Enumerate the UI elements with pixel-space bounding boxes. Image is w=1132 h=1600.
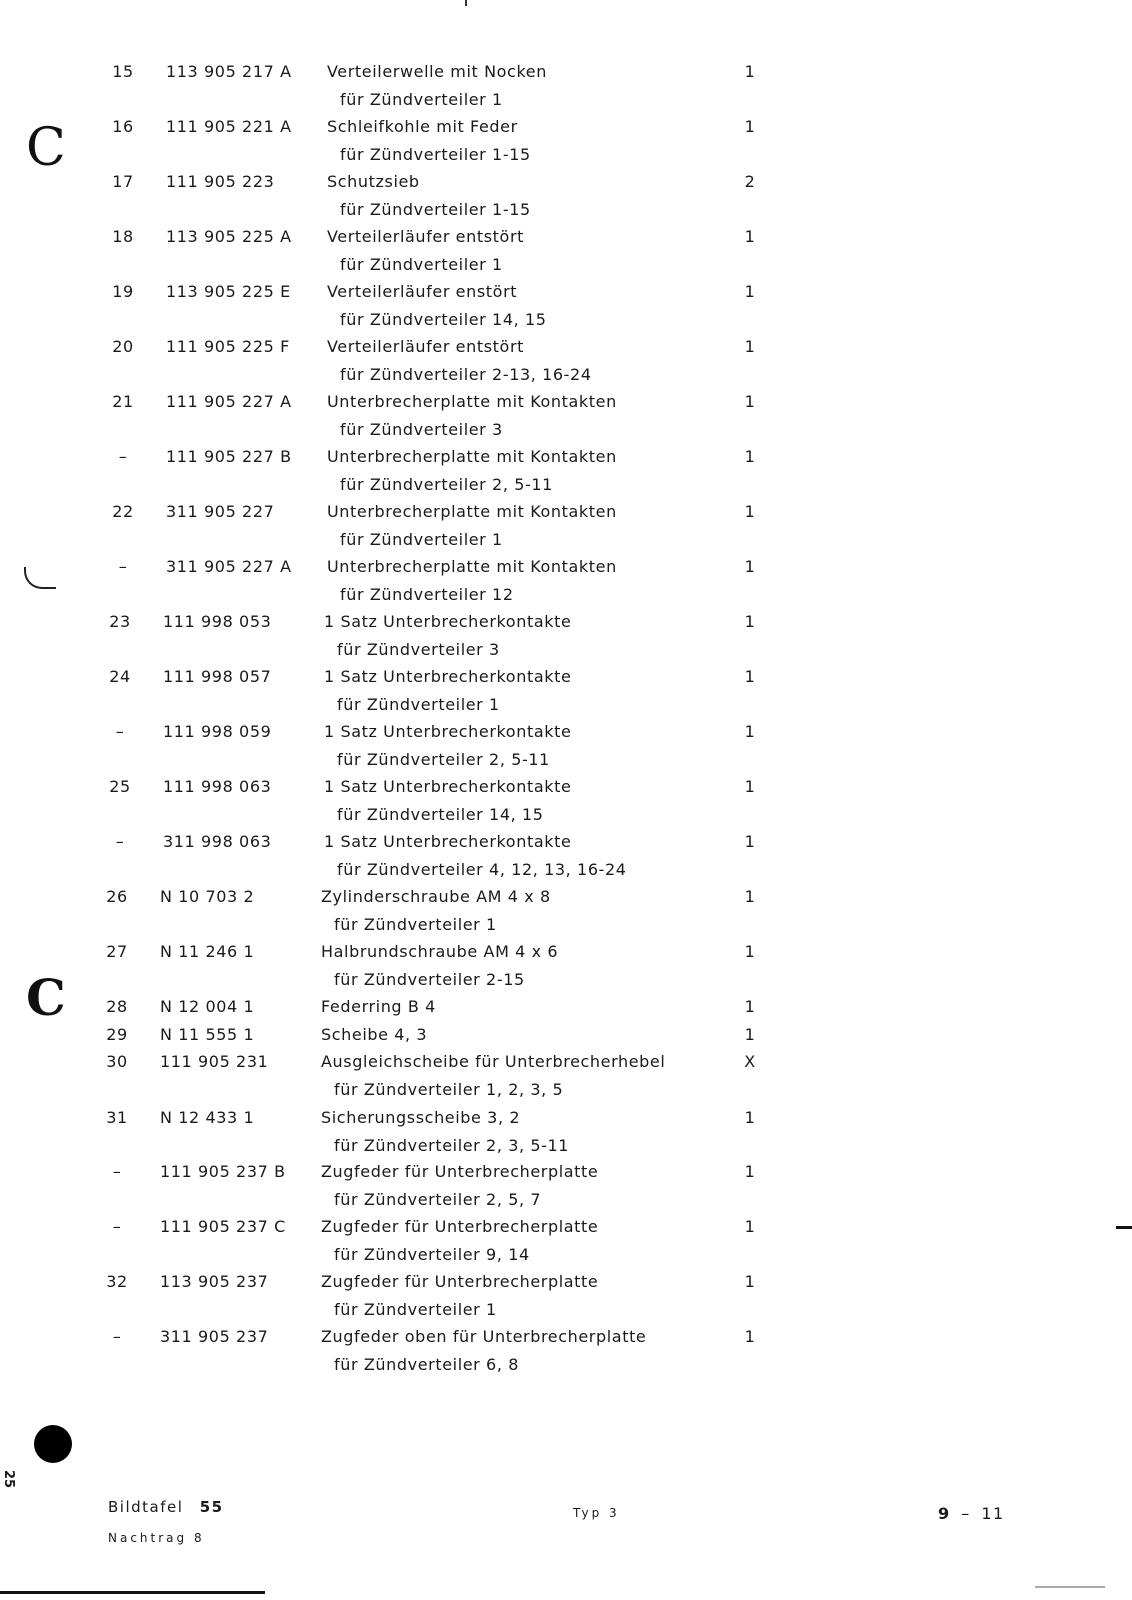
part-number: 111 905 231 [160,1052,269,1071]
quantity: 1 [744,832,756,851]
scan-smudge [1035,1586,1105,1588]
margin-c-mark-1: C [26,118,66,178]
applicability-note: für Zündverteiler 1 [334,1300,497,1319]
applicability-note: für Zündverteiler 1 [340,90,503,109]
position-number: 16 [112,117,134,136]
applicability-note: für Zündverteiler 4, 12, 13, 16-24 [337,860,627,879]
part-number: 111 905 227 A [166,392,292,411]
part-description: Unterbrecherplatte mit Kontakten [327,557,617,576]
quantity: 1 [744,612,756,631]
part-description: Scheibe 4, 3 [321,1025,428,1044]
applicability-note: für Zündverteiler 1 [337,695,500,714]
part-description: Ausgleichscheibe für Unterbrecherhebel [321,1052,666,1071]
part-description: Federring B 4 [321,997,436,1016]
position-number: – [115,832,125,851]
applicability-note: für Zündverteiler 2, 5, 7 [334,1190,542,1209]
applicability-note: für Zündverteiler 14, 15 [337,805,544,824]
part-number: N 11 246 1 [160,942,255,961]
top-tick-mark [465,0,467,6]
position-number: – [118,447,128,466]
part-description: 1 Satz Unterbrecherkontakte [324,612,572,631]
margin-hook-mark [24,567,56,589]
quantity: 1 [744,227,756,246]
part-description: Unterbrecherplatte mit Kontakten [327,447,617,466]
bildtafel-label: Bildtafel [108,1498,184,1516]
part-number: 113 905 225 E [166,282,291,301]
applicability-note: für Zündverteiler 2, 5-11 [337,750,550,769]
position-number: 29 [106,1025,128,1044]
part-description: Zugfeder für Unterbrecherplatte [321,1217,599,1236]
position-number: 27 [106,942,128,961]
part-description: Schutzsieb [327,172,420,191]
part-number: 311 905 227 A [166,557,292,576]
right-edge-dash [1116,1226,1132,1229]
side-page-number: 25 [1,1470,16,1489]
position-number: 20 [112,337,134,356]
part-number: 311 998 063 [163,832,272,851]
part-description: Verteilerläufer entstört [327,337,524,356]
quantity: 1 [744,337,756,356]
quantity: 2 [744,172,756,191]
position-number: 22 [112,502,134,521]
page-number: 11 [981,1504,1005,1523]
position-number: – [112,1327,122,1346]
quantity: 1 [744,1217,756,1236]
applicability-note: für Zündverteiler 1 [334,915,497,934]
part-number: 111 998 053 [163,612,272,631]
position-number: 15 [112,62,134,81]
page-chapter: 9 [938,1504,951,1523]
applicability-note: für Zündverteiler 1-15 [340,200,531,219]
quantity: 1 [744,942,756,961]
part-number: N 10 703 2 [160,887,255,906]
applicability-note: für Zündverteiler 2, 3, 5-11 [334,1136,570,1155]
position-number: 32 [106,1272,128,1291]
applicability-note: für Zündverteiler 6, 8 [334,1355,519,1374]
part-description: Sicherungsscheibe 3, 2 [321,1108,521,1127]
position-number: – [112,1217,122,1236]
quantity: 1 [744,1272,756,1291]
part-number: N 11 555 1 [160,1025,255,1044]
position-number: 23 [109,612,131,631]
quantity: 1 [744,887,756,906]
part-number: N 12 433 1 [160,1108,255,1127]
applicability-note: für Zündverteiler 2, 5-11 [340,475,553,494]
position-number: 24 [109,667,131,686]
part-description: Halbrundschraube AM 4 x 6 [321,942,559,961]
scan-edge-line [0,1591,265,1594]
part-number: 111 905 227 B [166,447,292,466]
quantity: 1 [744,557,756,576]
part-number: 113 905 217 A [166,62,292,81]
position-number: 28 [106,997,128,1016]
part-number: 111 905 237 C [160,1217,286,1236]
applicability-note: für Zündverteiler 1, 2, 3, 5 [334,1080,564,1099]
part-number: 113 905 237 [160,1272,269,1291]
position-number: – [118,557,128,576]
applicability-note: für Zündverteiler 1 [340,530,503,549]
quantity: X [744,1052,756,1071]
part-number: 111 905 221 A [166,117,292,136]
applicability-note: für Zündverteiler 2-15 [334,970,525,989]
part-number: 111 905 225 F [166,337,290,356]
position-number: 17 [112,172,134,191]
part-description: 1 Satz Unterbrecherkontakte [324,722,572,741]
part-number: 111 998 059 [163,722,272,741]
quantity: 1 [744,777,756,796]
footer-bildtafel [108,1498,224,1516]
part-number: N 12 004 1 [160,997,255,1016]
part-description: Verteilerläufer entstört [327,227,524,246]
bildtafel-number: 55 [199,1498,224,1516]
part-number: 111 998 057 [163,667,272,686]
part-description: Zugfeder oben für Unterbrecherplatte [321,1327,647,1346]
part-description: Verteilerwelle mit Nocken [327,62,547,81]
applicability-note: für Zündverteiler 9, 14 [334,1245,530,1264]
quantity: 1 [744,502,756,521]
part-description: Zugfeder für Unterbrecherplatte [321,1272,599,1291]
margin-c-mark-2: C [26,968,66,1027]
part-description: Unterbrecherplatte mit Kontakten [327,392,617,411]
page-separator: – [961,1504,971,1523]
footer-page [938,1504,1005,1523]
position-number: 31 [106,1108,128,1127]
applicability-note: für Zündverteiler 12 [340,585,514,604]
position-number: – [115,722,125,741]
part-description: 1 Satz Unterbrecherkontakte [324,777,572,796]
quantity: 1 [744,997,756,1016]
applicability-note: für Zündverteiler 1-15 [340,145,531,164]
footer-nachtrag: Nachtrag 8 [108,1531,205,1545]
applicability-note: für Zündverteiler 3 [337,640,500,659]
quantity: 1 [744,62,756,81]
quantity: 1 [744,117,756,136]
part-number: 111 998 063 [163,777,272,796]
part-description: 1 Satz Unterbrecherkontakte [324,667,572,686]
quantity: 1 [744,392,756,411]
part-number: 311 905 237 [160,1327,269,1346]
quantity: 1 [744,1108,756,1127]
part-number: 111 905 223 [166,172,275,191]
part-number: 113 905 225 A [166,227,292,246]
applicability-note: für Zündverteiler 14, 15 [340,310,547,329]
punch-hole [34,1425,72,1463]
position-number: 26 [106,887,128,906]
quantity: 1 [744,282,756,301]
quantity: 1 [744,667,756,686]
position-number: 18 [112,227,134,246]
position-number: 21 [112,392,134,411]
quantity: 1 [744,1025,756,1044]
position-number: – [112,1162,122,1181]
quantity: 1 [744,1162,756,1181]
applicability-note: für Zündverteiler 3 [340,420,503,439]
quantity: 1 [744,447,756,466]
part-description: Unterbrecherplatte mit Kontakten [327,502,617,521]
applicability-note: für Zündverteiler 1 [340,255,503,274]
footer-typ: Typ 3 [573,1506,620,1520]
part-description: Zylinderschraube AM 4 x 8 [321,887,551,906]
part-description: Zugfeder für Unterbrecherplatte [321,1162,599,1181]
quantity: 1 [744,722,756,741]
part-number: 311 905 227 [166,502,275,521]
position-number: 19 [112,282,134,301]
part-number: 111 905 237 B [160,1162,286,1181]
position-number: 25 [109,777,131,796]
part-description: Verteilerläufer enstört [327,282,518,301]
applicability-note: für Zündverteiler 2-13, 16-24 [340,365,592,384]
part-description: 1 Satz Unterbrecherkontakte [324,832,572,851]
part-description: Schleifkohle mit Feder [327,117,518,136]
position-number: 30 [106,1052,128,1071]
quantity: 1 [744,1327,756,1346]
